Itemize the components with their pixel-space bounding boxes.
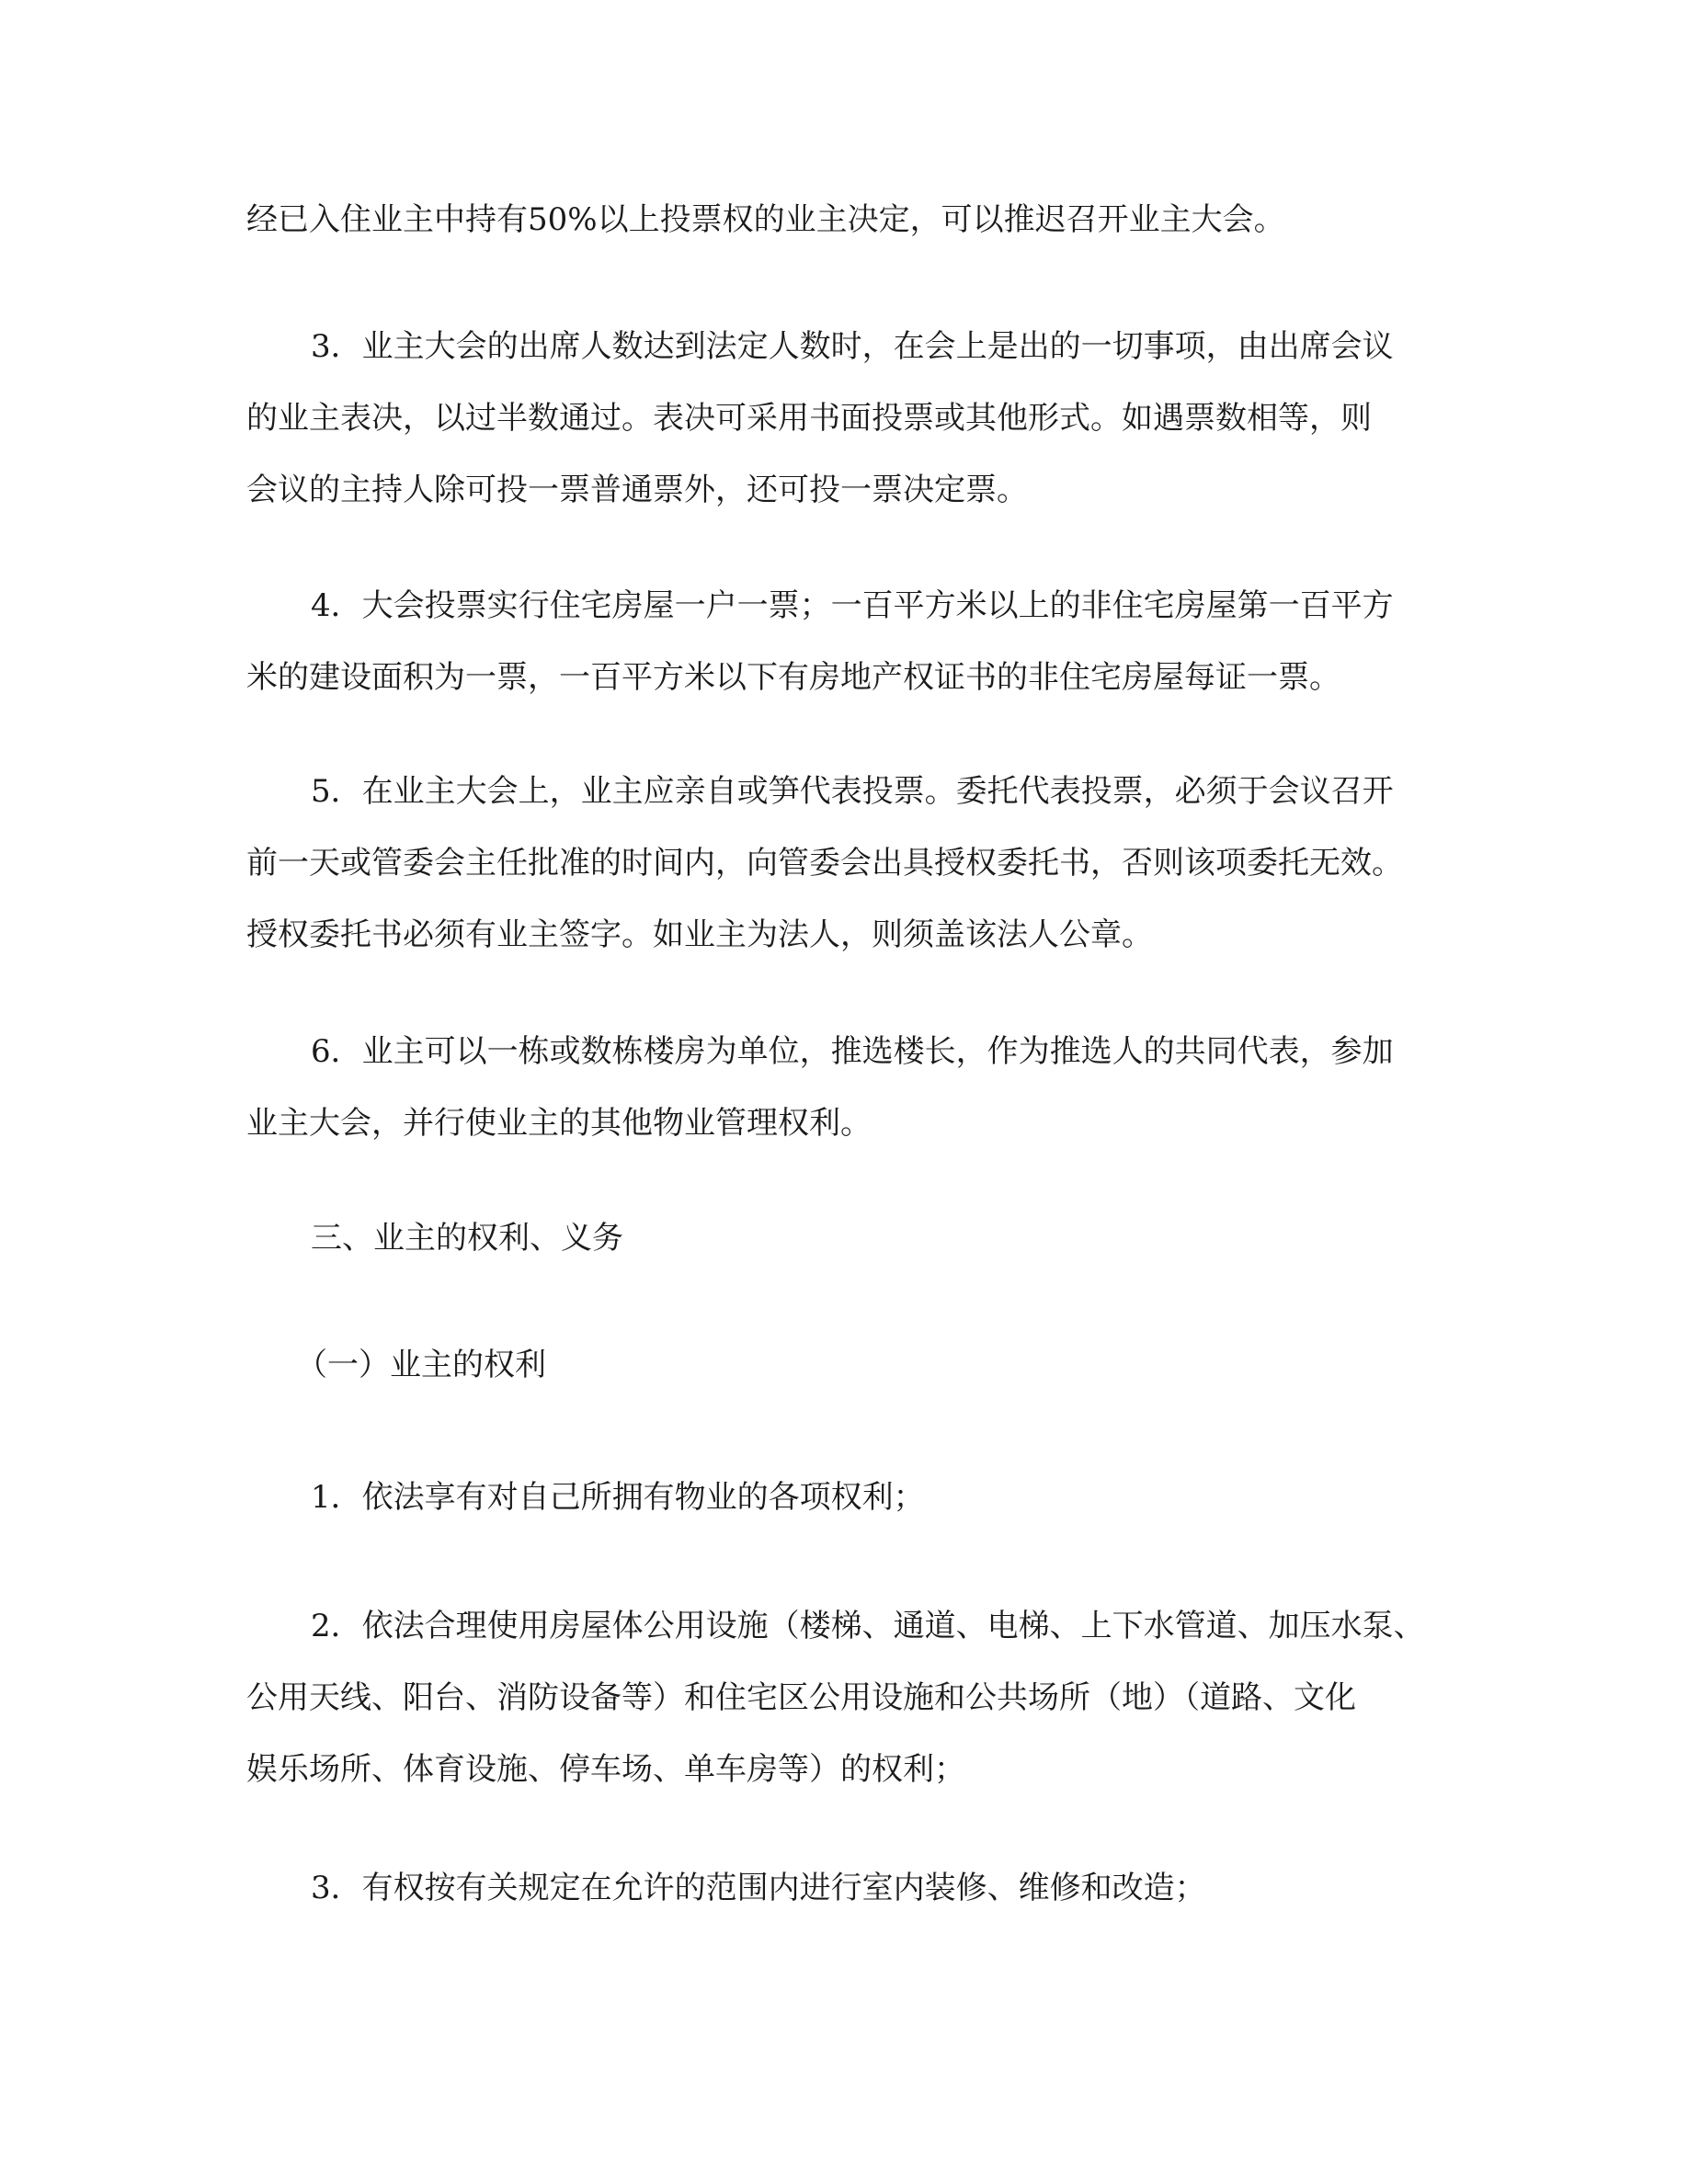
text-line: 会议的主持人除可投一票普通票外，还可投一票决定票。 — [246, 472, 1028, 508]
paragraph-item-5 — [246, 756, 1442, 971]
text-line: 5．在业主大会上，业主应亲自或笋代表投票。委托代表投票，必须于会议召开 — [311, 773, 1394, 810]
text-line: 娱乐场所、体育设施、停车场、单车房等）的权利； — [246, 1751, 965, 1788]
text-line: 的业主表决，以过半数通过。表决可采用书面投票或其他形式。如遇票数相等，则 — [246, 400, 1372, 437]
text-line: 公用天线、阳台、消防设备等）和住宅区公用设施和公共场所（地）（道路、文化 — [246, 1679, 1356, 1716]
text-line: 三、业主的权利、义务 — [311, 1220, 623, 1257]
paragraph-right-2 — [246, 1590, 1442, 1805]
paragraph-item-4 — [246, 570, 1442, 713]
paragraph-item-3 — [246, 311, 1442, 526]
text-line: 经已入住业主中持有50%以上投票权的业主决定，可以推迟召开业主大会。 — [246, 201, 1285, 238]
paragraph-item-6 — [246, 1016, 1442, 1159]
paragraph-continuation — [246, 184, 1442, 256]
text-line: （一）业主的权利 — [296, 1347, 546, 1383]
subsection-heading-owner-rights — [246, 1329, 1442, 1401]
paragraph-right-1 — [246, 1462, 1442, 1533]
text-line: 1．依法享有对自己所拥有物业的各项权利； — [311, 1479, 925, 1516]
text-line: 业主大会，并行使业主的其他物业管理权利。 — [246, 1105, 872, 1142]
section-heading-rights-duties — [246, 1202, 1442, 1274]
text-line: 6．业主可以一栋或数栋楼房为单位，推选楼长，作为推选人的共同代表，参加 — [311, 1033, 1394, 1070]
text-line: 3．业主大会的出席人数达到法定人数时，在会上是出的一切事项，由出席会议 — [311, 328, 1394, 365]
text-line: 米的建设面积为一票，一百平方米以下有房地产权证书的非住宅房屋每证一票。 — [246, 659, 1340, 696]
text-line: 3．有权按有关规定在允许的范围内进行室内装修、维修和改造； — [311, 1870, 1206, 1906]
text-line: 前一天或管委会主任批准的时间内，向管委会出具授权委托书，否则该项委托无效。 — [246, 845, 1403, 882]
text-line: 4．大会投票实行住宅房屋一户一票；一百平方米以上的非住宅房屋第一百平方 — [311, 587, 1394, 624]
text-line: 2．依法合理使用房屋体公用设施（楼梯、通道、电梯、上下水管道、加压水泵、 — [311, 1608, 1425, 1644]
text-line: 授权委托书必须有业主签字。如业主为法人，则须盖该法人公章。 — [246, 916, 1153, 953]
paragraph-right-3 — [246, 1852, 1442, 1924]
